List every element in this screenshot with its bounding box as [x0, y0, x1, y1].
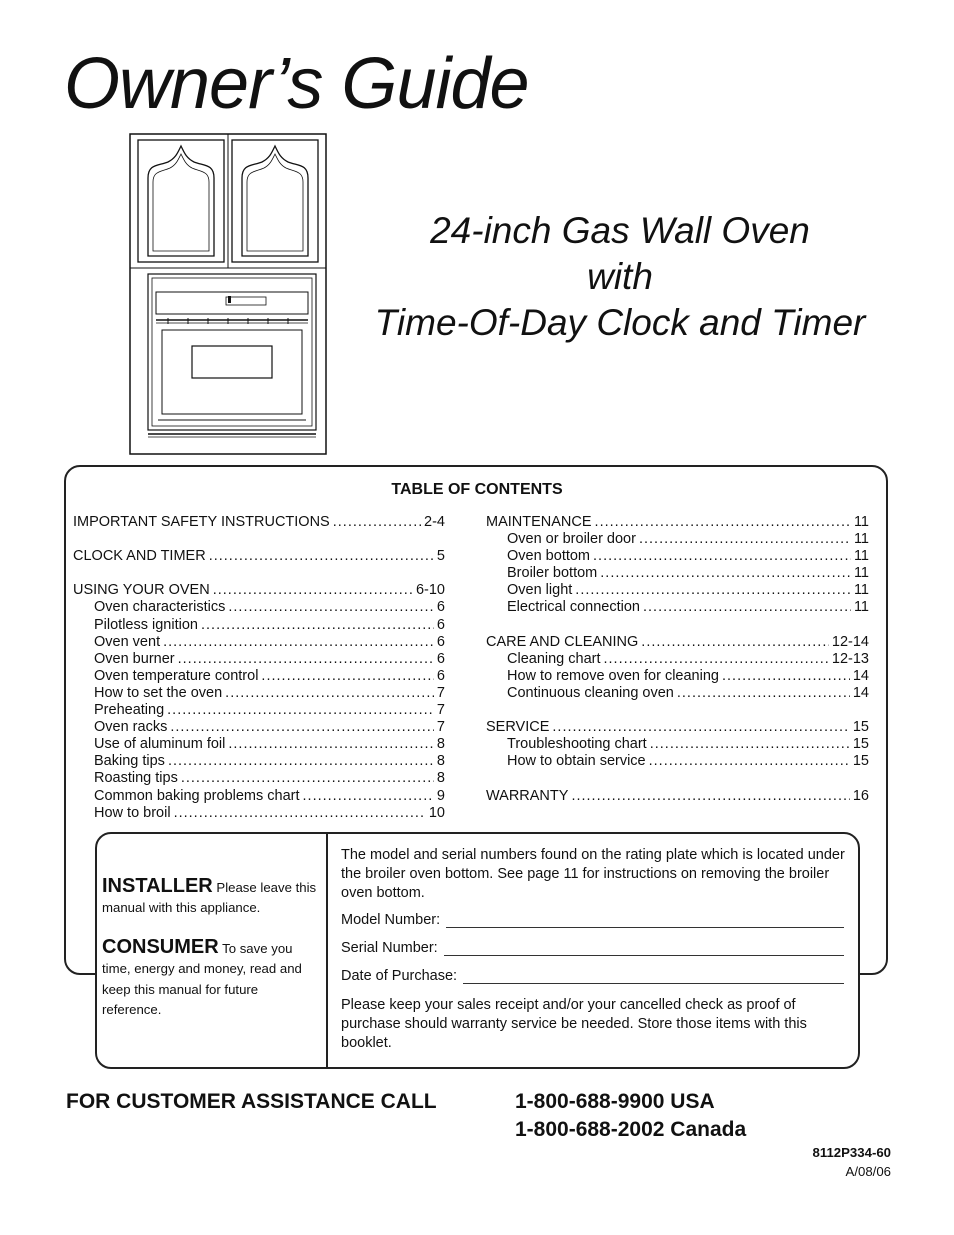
toc-subentry[interactable]	[486, 565, 869, 582]
toc-entry[interactable]	[486, 514, 869, 531]
serial-number-line[interactable]	[444, 941, 844, 956]
toc-label: Oven burner	[94, 650, 175, 667]
toc-label: Baking tips	[94, 753, 165, 770]
leader-dots	[170, 719, 434, 736]
date-of-purchase-label: Date of Purchase:	[341, 968, 458, 984]
toc-page: 11	[853, 531, 869, 548]
leader-dots	[174, 805, 426, 822]
toc-page: 11	[853, 582, 869, 599]
toc-page: 6	[436, 667, 445, 684]
toc-label: Common baking problems chart	[94, 787, 300, 804]
model-number-line[interactable]	[446, 913, 844, 928]
toc-label: IMPORTANT SAFETY INSTRUCTIONS	[73, 514, 330, 530]
toc-page: 16	[852, 787, 869, 804]
date-of-purchase-field[interactable]	[341, 968, 844, 984]
leader-dots	[677, 685, 850, 702]
consumer-text: To save you time, energy and money, read and keep this manual for future reference.	[102, 941, 302, 1017]
toc-subentry[interactable]	[73, 753, 445, 770]
leader-dots	[225, 685, 434, 702]
toc-page: 11	[853, 548, 869, 565]
leader-dots	[639, 531, 851, 548]
toc-left-column	[73, 514, 445, 822]
leader-dots	[178, 651, 434, 668]
toc-label: Oven vent	[94, 633, 161, 650]
toc-page: 6	[436, 616, 445, 633]
receipt-text: Please keep your sales receipt and/or your cancelled check as proof of purchase should warranty service be needed. Store those items with this booklet.	[341, 997, 807, 1052]
phone-usa[interactable]: 1-800-688-9900 USA	[515, 1090, 715, 1113]
toc-entry[interactable]	[486, 634, 869, 651]
toc-label: Continuous cleaning oven	[507, 684, 674, 701]
toc-title: TABLE OF CONTENTS	[391, 481, 563, 498]
toc-subentry[interactable]	[486, 685, 869, 702]
toc-subentry[interactable]	[73, 805, 445, 822]
toc-page: 6-10	[415, 582, 445, 599]
leader-dots	[228, 736, 434, 753]
product-subtitle	[350, 208, 890, 346]
toc-subentry[interactable]	[486, 753, 869, 770]
toc-label: Oven characteristics	[94, 599, 226, 616]
leader-dots	[600, 565, 851, 582]
model-number-field[interactable]	[341, 912, 844, 928]
toc-page: 11	[853, 565, 869, 582]
leader-dots	[333, 514, 421, 531]
subtitle-line-1: 24-inch Gas Wall Oven	[430, 210, 810, 251]
toc-subentry[interactable]	[73, 736, 445, 753]
leader-dots	[575, 582, 851, 599]
toc-label: How to obtain service	[507, 753, 646, 770]
toc-subentry[interactable]	[73, 617, 445, 634]
leader-dots	[261, 668, 434, 685]
serial-number-field[interactable]	[341, 940, 844, 956]
date-of-purchase-line[interactable]	[463, 969, 844, 984]
subtitle-line-2: with	[587, 256, 653, 297]
toc-page: 15	[852, 753, 869, 770]
toc-label: How to set the oven	[94, 684, 223, 701]
toc-label: Broiler bottom	[507, 565, 598, 582]
toc-label: CARE AND CLEANING	[486, 633, 639, 650]
toc-subentry[interactable]	[486, 531, 869, 548]
toc-label: Roasting tips	[94, 770, 178, 787]
leader-dots	[163, 634, 434, 651]
toc-subentry[interactable]	[73, 788, 445, 805]
leader-dots	[604, 651, 829, 668]
leader-dots	[595, 514, 851, 531]
toc-subentry[interactable]	[73, 770, 445, 787]
toc-page: 10	[428, 804, 445, 821]
toc-page: 7	[436, 702, 445, 719]
leader-dots	[209, 548, 434, 565]
toc-subentry[interactable]	[73, 719, 445, 736]
installer-text: Please leave this manual with this appliance.	[102, 880, 317, 916]
toc-subentry[interactable]	[73, 634, 445, 651]
page-title: Owner’s Guide	[64, 44, 529, 124]
toc-label: Oven light	[507, 582, 573, 599]
toc-entry[interactable]	[73, 548, 445, 565]
info-box-divider	[326, 833, 328, 1068]
toc-label: Oven bottom	[507, 548, 591, 565]
toc-subentry[interactable]	[73, 599, 445, 616]
wall-oven-illustration	[128, 132, 328, 456]
toc-page: 15	[852, 719, 869, 736]
toc-page: 8	[436, 736, 445, 753]
part-number: 8112P334-60	[812, 1145, 891, 1160]
toc-label: USING YOUR OVEN	[73, 582, 210, 599]
toc-page: 11	[853, 599, 869, 616]
toc-label: How to broil	[94, 804, 171, 821]
toc-page: 7	[436, 684, 445, 701]
toc-entry[interactable]	[486, 719, 869, 736]
toc-entry[interactable]	[486, 788, 869, 805]
toc-subentry[interactable]	[73, 702, 445, 719]
leader-dots	[593, 548, 851, 565]
leader-dots	[649, 753, 850, 770]
revision-date: A/08/06	[845, 1164, 891, 1179]
toc-subentry[interactable]	[486, 582, 869, 599]
rating-plate-text: The model and serial numbers found on the rating plate which is located under the broiler oven bottom. See page 11 for instructions on removing the broiler oven bottom.	[341, 847, 845, 902]
leader-dots	[167, 702, 434, 719]
toc-label: Oven temperature control	[94, 667, 259, 684]
toc-label: Troubleshooting chart	[507, 736, 647, 753]
leader-dots	[228, 599, 434, 616]
toc-page: 12-14	[831, 633, 869, 650]
installer-note	[102, 876, 320, 919]
leader-dots	[168, 753, 434, 770]
leader-dots	[722, 668, 850, 685]
toc-page: 6	[436, 599, 445, 616]
toc-label: Oven racks	[94, 719, 168, 736]
toc-label: Electrical connection	[507, 599, 640, 616]
toc-page: 14	[852, 667, 869, 684]
toc-page: 2-4	[424, 514, 445, 530]
toc-page: 6	[436, 633, 445, 650]
toc-page: 14	[852, 684, 869, 701]
toc-label: MAINTENANCE	[486, 514, 592, 530]
serial-number-label: Serial Number:	[341, 940, 438, 956]
subtitle-line-3: Time-Of-Day Clock and Timer	[374, 302, 866, 343]
toc-label: Oven or broiler door	[507, 531, 636, 548]
leader-dots	[571, 788, 849, 805]
toc-label: Cleaning chart	[507, 650, 601, 667]
toc-label: WARRANTY	[486, 787, 569, 804]
model-number-label: Model Number:	[341, 912, 441, 928]
toc-entry[interactable]	[73, 514, 445, 531]
toc-page: 8	[436, 770, 445, 787]
leader-dots	[181, 770, 434, 787]
toc-page: 6	[436, 650, 445, 667]
toc-subentry[interactable]	[73, 651, 445, 668]
toc-page: 15	[852, 736, 869, 753]
leader-dots	[303, 788, 434, 805]
toc-label: Pilotless ignition	[94, 616, 198, 633]
toc-page: 5	[436, 548, 445, 565]
toc-label: CLOCK AND TIMER	[73, 548, 206, 565]
toc-label: SERVICE	[486, 719, 550, 736]
installer-heading: INSTALLER	[102, 875, 213, 897]
leader-dots	[650, 736, 850, 753]
toc-subentry[interactable]	[486, 736, 869, 753]
toc-subentry[interactable]	[73, 685, 445, 702]
toc-subentry[interactable]	[486, 651, 869, 668]
toc-label: How to remove oven for cleaning	[507, 667, 719, 684]
toc-page: 7	[436, 719, 445, 736]
toc-page: 9	[436, 787, 445, 804]
toc-page: 8	[436, 753, 445, 770]
toc-page: 12-13	[831, 650, 869, 667]
consumer-heading: CONSUMER	[102, 936, 219, 958]
phone-canada[interactable]: 1-800-688-2002 Canada	[515, 1118, 747, 1141]
leader-dots	[552, 719, 849, 736]
customer-assistance-label: FOR CUSTOMER ASSISTANCE CALL	[66, 1090, 437, 1113]
consumer-note	[102, 937, 320, 1020]
leader-dots	[213, 582, 413, 599]
toc-subentry[interactable]	[486, 599, 869, 616]
leader-dots	[641, 634, 829, 651]
toc-subentry[interactable]	[73, 668, 445, 685]
toc-subentry[interactable]	[486, 548, 869, 565]
toc-subentry[interactable]	[486, 668, 869, 685]
leader-dots	[643, 599, 851, 616]
toc-label: Preheating	[94, 702, 165, 719]
toc-right-column	[486, 514, 869, 805]
toc-page: 11	[853, 514, 869, 530]
leader-dots	[201, 617, 434, 634]
toc-entry[interactable]	[73, 582, 445, 599]
toc-label: Use of aluminum foil	[94, 736, 226, 753]
